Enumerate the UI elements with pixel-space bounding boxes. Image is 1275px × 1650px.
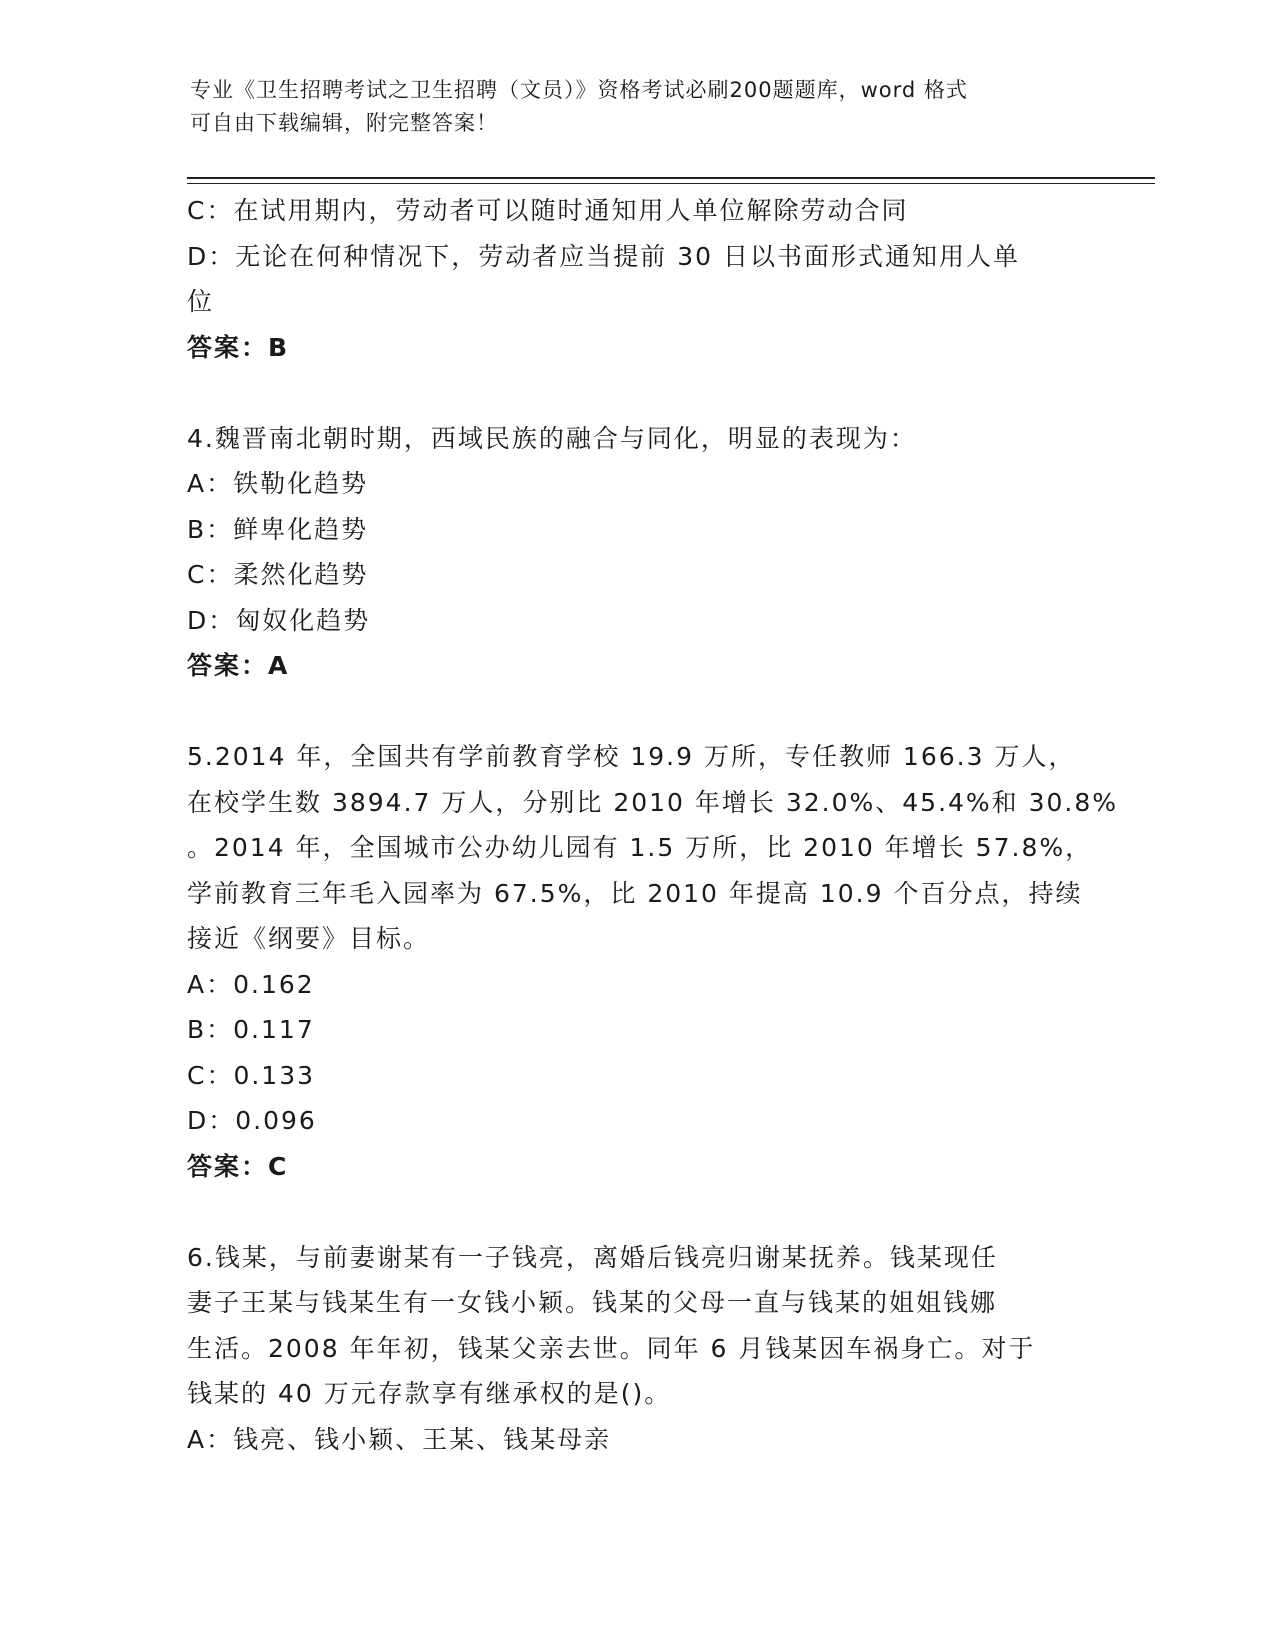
question-3 <box>187 188 1087 370</box>
question-5 <box>187 734 1119 1189</box>
q6-stem-line-2: 妻子王某与钱某生有一女钱小颖。钱某的父母一直与钱某的姐姐钱娜 <box>187 1288 998 1317</box>
q4-stem: 4.魏晋南北朝时期，西域民族的融合与同化，明显的表现为： <box>187 423 917 453</box>
question-6 <box>187 1235 1087 1463</box>
document-body <box>187 188 1119 1462</box>
header-rule-thick <box>187 177 1155 179</box>
spacer <box>187 689 1087 735</box>
q5-option-c: C：0.133 <box>187 1060 316 1090</box>
q5-stem-line-3: 。2014 年，全国城市公办幼儿园有 1.5 万所，比 2010 年增长 57.8%， <box>187 833 1093 862</box>
spacer <box>187 370 1087 416</box>
q4-option-a: A：铁勒化趋势 <box>187 469 369 498</box>
q6-stem-line-1: 6.钱某，与前妻谢某有一子钱亮，离婚后钱亮归谢某抚养。钱某现任 <box>187 1242 998 1272</box>
header-title-line-2: 可自由下载编辑，附完整答案！ <box>190 111 498 135</box>
q5-option-b: B：0.117 <box>187 1015 315 1044</box>
q5-option-d: D：0.096 <box>187 1106 317 1135</box>
q3-option-d-line-1: D：无论在何种情况下，劳动者应当提前 30 日以书面形式通知用人单 <box>187 241 1020 271</box>
q5-answer: 答案：C <box>187 1151 289 1181</box>
q6-stem-line-3: 生活。2008 年年初，钱某父亲去世。同年 6 月钱某因车祸身亡。对于 <box>187 1333 1036 1363</box>
q5-stem-line-2: 在校学生数 3894.7 万人，分别比 2010 年增长 32.0%、45.4%和 30.8% <box>187 787 1119 817</box>
q5-option-a: A：0.162 <box>187 969 315 999</box>
q3-option-c: C：在试用期内，劳动者可以随时通知用人单位解除劳动合同 <box>187 196 909 225</box>
q4-option-d: D：匈奴化趋势 <box>187 605 371 635</box>
q4-answer: 答案：A <box>187 651 290 680</box>
document-header <box>190 74 1090 140</box>
question-4 <box>187 416 1087 689</box>
q4-option-b: B：鲜卑化趋势 <box>187 514 369 544</box>
q5-stem-line-1: 5.2014 年，全国共有学前教育学校 19.9 万所，专任教师 166.3 万人， <box>187 742 1076 771</box>
q6-option-a: A：钱亮、钱小颖、王某、钱某母亲 <box>187 1424 612 1454</box>
q6-stem-line-4: 钱某的 40 万元存款享有继承权的是()。 <box>187 1379 672 1408</box>
q5-stem-line-4: 学前教育三年毛入园率为 67.5%，比 2010 年提高 10.9 个百分点，持续 <box>187 878 1083 908</box>
q3-answer: 答案：B <box>187 332 290 362</box>
header-title-line-1: 专业《卫生招聘考试之卫生招聘（文员）》资格考试必刷200题题库，word 格式 <box>190 78 968 102</box>
q4-option-c: C：柔然化趋势 <box>187 560 369 589</box>
q3-option-d-line-2: 位 <box>187 287 215 316</box>
q5-stem-line-5: 接近《纲要》目标。 <box>187 924 431 953</box>
header-rule-thin <box>187 183 1155 184</box>
spacer <box>187 1189 1087 1235</box>
